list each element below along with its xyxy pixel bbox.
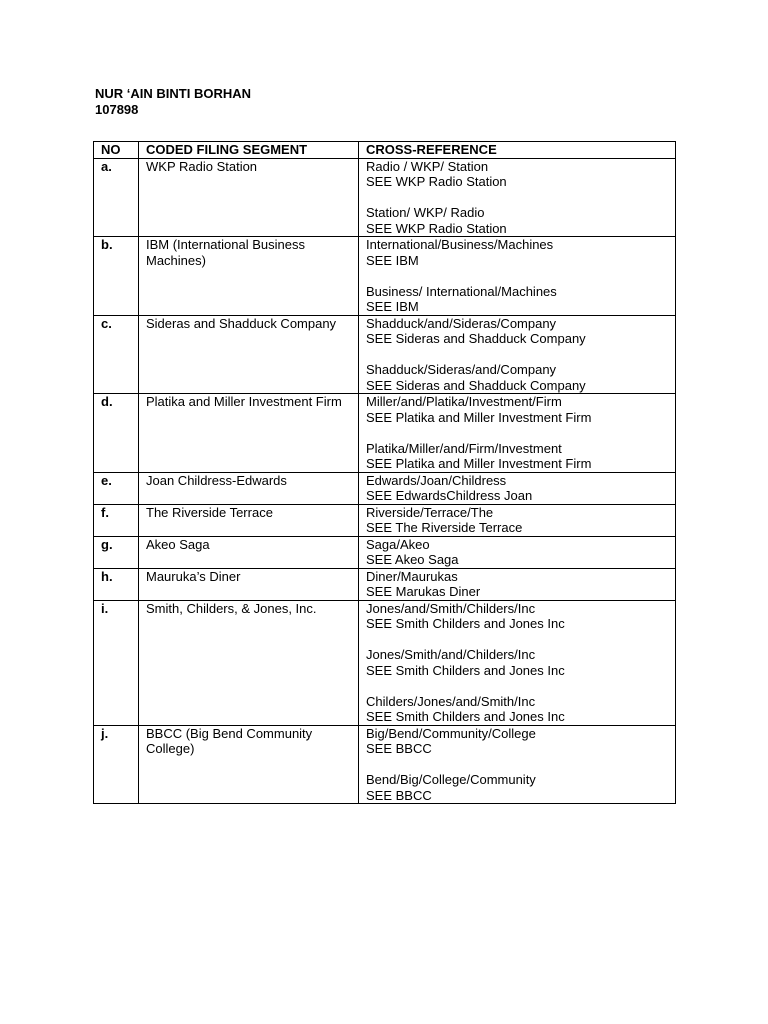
reference-spacer bbox=[366, 757, 675, 773]
see-reference: SEE Akeo Saga bbox=[366, 552, 459, 567]
cross-reference-cell bbox=[359, 536, 676, 568]
see-reference: SEE EdwardsChildress Joan bbox=[366, 488, 533, 503]
coded-filing-segment: WKP Radio Station bbox=[139, 158, 359, 237]
reference-spacer bbox=[366, 425, 675, 441]
see-reference: SEE Platika and Miller Investment Firm bbox=[366, 456, 592, 471]
row-number: j. bbox=[94, 725, 139, 804]
coded-filing-segment: Akeo Saga bbox=[139, 536, 359, 568]
see-reference: SEE Platika and Miller Investment Firm bbox=[366, 409, 592, 425]
see-reference: SEE Sideras and Shadduck Company bbox=[366, 331, 586, 346]
table-row bbox=[94, 536, 676, 568]
student-name: NUR ‘AIN BINTI BORHAN bbox=[95, 86, 251, 101]
cross-reference-entry: Bend/Big/College/Community bbox=[366, 772, 536, 787]
cross-reference-entry: Edwards/Joan/Childress bbox=[366, 472, 507, 488]
table-row bbox=[94, 600, 676, 725]
cross-reference-entry: Jones/and/Smith/Childers/Inc bbox=[366, 600, 536, 616]
row-number: g. bbox=[94, 536, 139, 568]
see-reference: SEE BBCC bbox=[366, 787, 432, 803]
cross-reference-entry: Shadduck/and/Sideras/Company bbox=[366, 315, 557, 331]
reference-spacer bbox=[366, 190, 675, 206]
cross-reference-entry: Big/Bend/Community/College bbox=[366, 725, 536, 741]
table-row bbox=[94, 472, 676, 504]
see-reference: SEE BBCC bbox=[366, 741, 432, 756]
reference-spacer bbox=[366, 268, 675, 284]
cross-reference-entry: Platika/Miller/and/Firm/Investment bbox=[366, 440, 562, 456]
cross-reference-entry: Radio / WKP/ Station bbox=[366, 158, 489, 174]
row-number: b. bbox=[94, 237, 139, 316]
see-reference: SEE IBM bbox=[366, 299, 419, 314]
document-header bbox=[95, 86, 251, 118]
see-reference: SEE Marukas Diner bbox=[366, 584, 481, 599]
cross-reference-cell bbox=[359, 504, 676, 536]
table-row bbox=[94, 504, 676, 536]
row-number: a. bbox=[94, 158, 139, 237]
table-body bbox=[94, 158, 676, 804]
see-reference: SEE Smith Childers and Jones Inc bbox=[366, 662, 565, 678]
see-reference: SEE IBM bbox=[366, 252, 419, 268]
cross-reference-entry: Business/ International/Machines bbox=[366, 283, 557, 299]
cross-reference-entry: Shadduck/Sideras/and/Company bbox=[366, 362, 557, 377]
coded-filing-segment: Smith, Childers, & Jones, Inc. bbox=[139, 600, 359, 725]
cross-reference-entry: Miller/and/Platika/Investment/Firm bbox=[366, 394, 562, 409]
row-number: c. bbox=[94, 315, 139, 394]
coded-filing-segment: IBM (International Business Machines) bbox=[139, 237, 359, 316]
coded-filing-segment: Mauruka’s Diner bbox=[139, 568, 359, 600]
see-reference: SEE Smith Childers and Jones Inc bbox=[366, 709, 565, 724]
row-number: d. bbox=[94, 394, 139, 473]
cross-reference-cell bbox=[359, 315, 676, 394]
table-row bbox=[94, 394, 676, 473]
reference-spacer bbox=[366, 678, 675, 694]
row-number: h. bbox=[94, 568, 139, 600]
cross-reference-entry: Jones/Smith/and/Childers/Inc bbox=[366, 647, 536, 662]
cross-reference-cell bbox=[359, 394, 676, 473]
coded-filing-segment: BBCC (Big Bend Community College) bbox=[139, 725, 359, 804]
see-reference: SEE Sideras and Shadduck Company bbox=[366, 377, 586, 393]
row-number: f. bbox=[94, 504, 139, 536]
column-header-no: NO bbox=[94, 142, 139, 159]
cross-reference-entry: Saga/Akeo bbox=[366, 536, 430, 552]
reference-spacer bbox=[366, 632, 675, 648]
cross-reference-cell bbox=[359, 600, 676, 725]
table-row bbox=[94, 315, 676, 394]
column-header-cross-reference: CROSS-REFERENCE bbox=[359, 142, 676, 159]
coded-filing-segment: The Riverside Terrace bbox=[139, 504, 359, 536]
cross-reference-entry: Station/ WKP/ Radio bbox=[366, 205, 485, 220]
coded-filing-segment: Sideras and Shadduck Company bbox=[139, 315, 359, 394]
table-header-row bbox=[94, 142, 676, 159]
column-header-segment: CODED FILING SEGMENT bbox=[139, 142, 359, 159]
table-row bbox=[94, 725, 676, 804]
cross-reference-cell bbox=[359, 472, 676, 504]
filing-table bbox=[93, 141, 676, 804]
row-number: e. bbox=[94, 472, 139, 504]
cross-reference-entry: International/Business/Machines bbox=[366, 237, 554, 252]
table-row bbox=[94, 568, 676, 600]
reference-spacer bbox=[366, 347, 675, 363]
coded-filing-segment: Platika and Miller Investment Firm bbox=[139, 394, 359, 473]
see-reference: SEE Smith Childers and Jones Inc bbox=[366, 616, 565, 631]
cross-reference-entry: Childers/Jones/and/Smith/Inc bbox=[366, 693, 536, 709]
see-reference: SEE The Riverside Terrace bbox=[366, 520, 523, 535]
cross-reference-cell bbox=[359, 158, 676, 237]
cross-reference-cell bbox=[359, 568, 676, 600]
table-row bbox=[94, 158, 676, 237]
cross-reference-entry: Riverside/Terrace/The bbox=[366, 504, 494, 520]
see-reference: SEE WKP Radio Station bbox=[366, 174, 507, 189]
see-reference: SEE WKP Radio Station bbox=[366, 220, 507, 236]
coded-filing-segment: Joan Childress-Edwards bbox=[139, 472, 359, 504]
cross-reference-cell bbox=[359, 237, 676, 316]
cross-reference-cell bbox=[359, 725, 676, 804]
row-number: i. bbox=[94, 600, 139, 725]
student-id: 107898 bbox=[95, 102, 139, 117]
table-row bbox=[94, 237, 676, 316]
cross-reference-entry: Diner/Maurukas bbox=[366, 568, 458, 584]
